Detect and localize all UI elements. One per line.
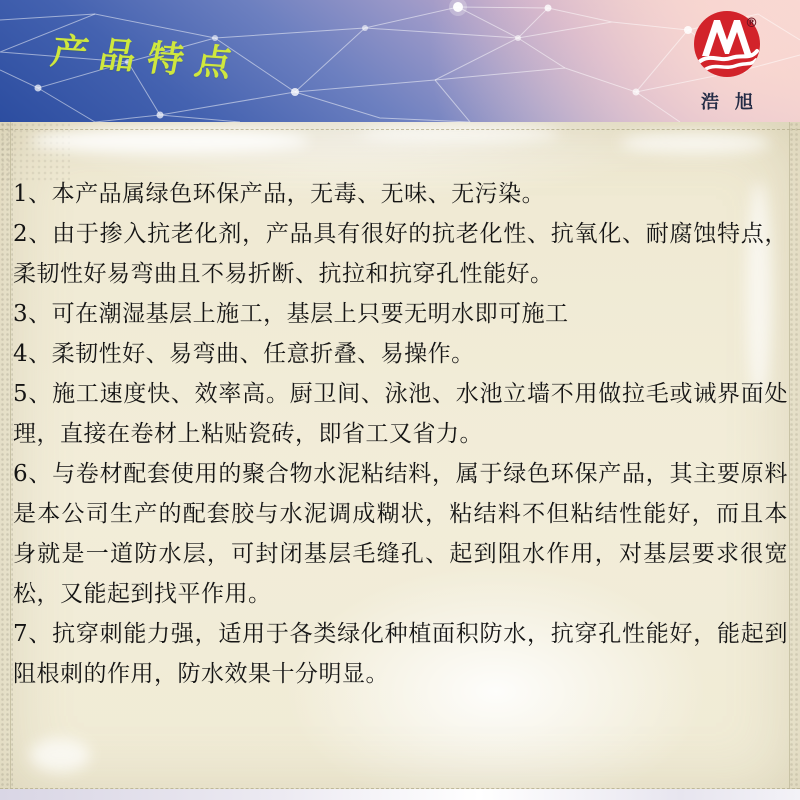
page-title: 产品特点 bbox=[47, 31, 248, 86]
frame-line-right bbox=[789, 122, 790, 789]
feature-item-4: 4、柔韧性好、易弯曲、任意折叠、易操作。 bbox=[13, 341, 475, 367]
feature-item-7: 7、抗穿刺能力强，适用于各类绿化种植面积防水，抗穿孔性能好，能起到阻根刺的作用，防水效果十分明显。 bbox=[13, 621, 788, 687]
feature-item-6: 6、与卷材配套使用的聚合物水泥粘结料，属于绿色环保产品，其主要原料是本公司生产的配套胶与水泥调成糊状，粘结料不但粘结性能好，而且本身就是一道防水层，可封闭基层毛缝孔、起到阻水作用，对基层要求很宽松，又能起到找平作用。 bbox=[13, 461, 788, 607]
feature-item-3: 3、可在潮湿基层上施工，基层上只要无明水即可施工 bbox=[13, 301, 569, 327]
feature-list bbox=[13, 174, 788, 694]
brand-name: 浩旭 bbox=[701, 92, 769, 113]
left-edge-texture bbox=[0, 122, 13, 800]
header-banner bbox=[0, 0, 800, 122]
paper-highlight bbox=[30, 128, 310, 154]
feature-item-5: 5、施工速度快、效率高。厨卫间、泳池、水池立墙不用做拉毛或诫界面处理，直接在卷材上粘贴瓷砖，即省工又省力。 bbox=[13, 381, 788, 447]
registered-trademark-icon: ® bbox=[745, 16, 758, 31]
feature-item-1: 1、本产品属绿色环保产品，无毒、无味、无污染。 bbox=[13, 181, 546, 207]
feature-page bbox=[0, 122, 800, 800]
frame-line-top bbox=[0, 129, 800, 130]
feature-item-2: 2、由于掺入抗老化剂，产品具有很好的抗老化性、抗氧化、耐腐蚀特点，柔韧性好易弯曲且不易折断、抗拉和抗穿孔性能好。 bbox=[13, 221, 788, 287]
frame-line-left bbox=[10, 122, 11, 789]
paper-highlight bbox=[620, 132, 770, 154]
paper-highlight bbox=[360, 124, 560, 144]
paper-highlight bbox=[30, 738, 90, 772]
bottom-torn-edge bbox=[0, 789, 800, 800]
right-edge-texture bbox=[789, 122, 800, 800]
brand-logo-block bbox=[668, 6, 786, 114]
